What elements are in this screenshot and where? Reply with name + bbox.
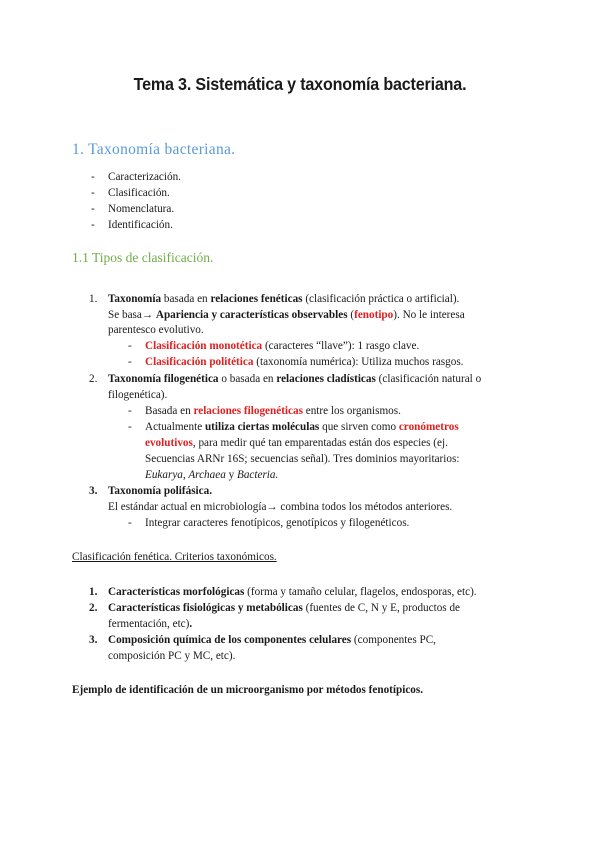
section-heading-taxonomia: 1. Taxonomía bacteriana.: [72, 141, 236, 158]
subsection-heading-fenetica: Clasificación fenética. Criterios taxonómicos.: [72, 551, 277, 563]
text-line: evolutivos, para medir qué tan emparentadas están dos especies (ej.: [145, 437, 448, 449]
example-heading: Ejemplo de identificación de un microorganismo por métodos fenotípicos.: [72, 684, 424, 696]
text-line: Eukarya, Archaea y Bacteria.: [145, 469, 279, 481]
text-line: El estándar actual en microbiología→ combina todos los métodos anteriores.: [108, 501, 453, 513]
text-line: composición PC y MC, etc).: [108, 650, 236, 662]
section-heading-tipos: 1.1 Tipos de clasificación.: [72, 250, 214, 265]
text-line: parentesco evolutivo.: [108, 324, 204, 336]
text-line: fermentación, etc).: [108, 618, 193, 630]
document-page: Tema 3. Sistemática y taxonomía bacteriana. 1. Taxonomía bacteriana. - Caracterización. - Clasificación. - Nomenclatura. - Identificación. 1.1 Tipos de clasificación. 1. Taxonomía basada en relaciones fenéticas (clasificación práctica o artificial). Se basa→ Apariencia y características observables (fenotipo). No le interesa parentesco evolutivo. - Clasificación monotética (caracteres “llave”): 1 rasgo clave. - Clasificación politética (taxonomía numérica): Utiliza muchos rasgos. 2. Taxonomía filogenética o basada en relaciones cladísticas (clasificación natural o filogenética). - Basada en relaciones filogenéticas entre los organismos. - Actualmente utiliza ciertas moléculas que sirven como cronómetros evolutivos, para medir qué tan emparentadas están dos especies (ej. Secuencias ARNr 16S; secuencias señal). Tres dominios mayoritarios: Eukarya, Archaea y Bacteria. 3. Taxonomía polifásica. El estándar actual en microbiología→ combina todos los métodos anteriores. - Integrar caracteres fenotípicos, genotípicos y filogenéticos. Clasificación fenética. Criterios taxonómicos. 1. Características morfológicas (forma y tamaño celular, flagelos, endosporas, etc). 2. Características fisiológicas y metabólicas (fuentes de C, N y E, productos de fermentación, etc). 3. Composición química de los componentes celulares (componentes PC, composición PC y MC, etc). Ejemplo de identificación de un microorganismo por métodos fenotípicos.: [0, 0, 600, 848]
text-line: Secuencias ARNr 16S; secuencias señal). Tres dominios mayoritarios:: [145, 453, 460, 465]
text-line: Se basa→ Apariencia y características observables (fenotipo). No le interesa: [108, 309, 465, 321]
page-title: Tema 3. Sistemática y taxonomía bacteriana.: [133, 74, 467, 94]
text-line: filogenética).: [108, 389, 168, 401]
